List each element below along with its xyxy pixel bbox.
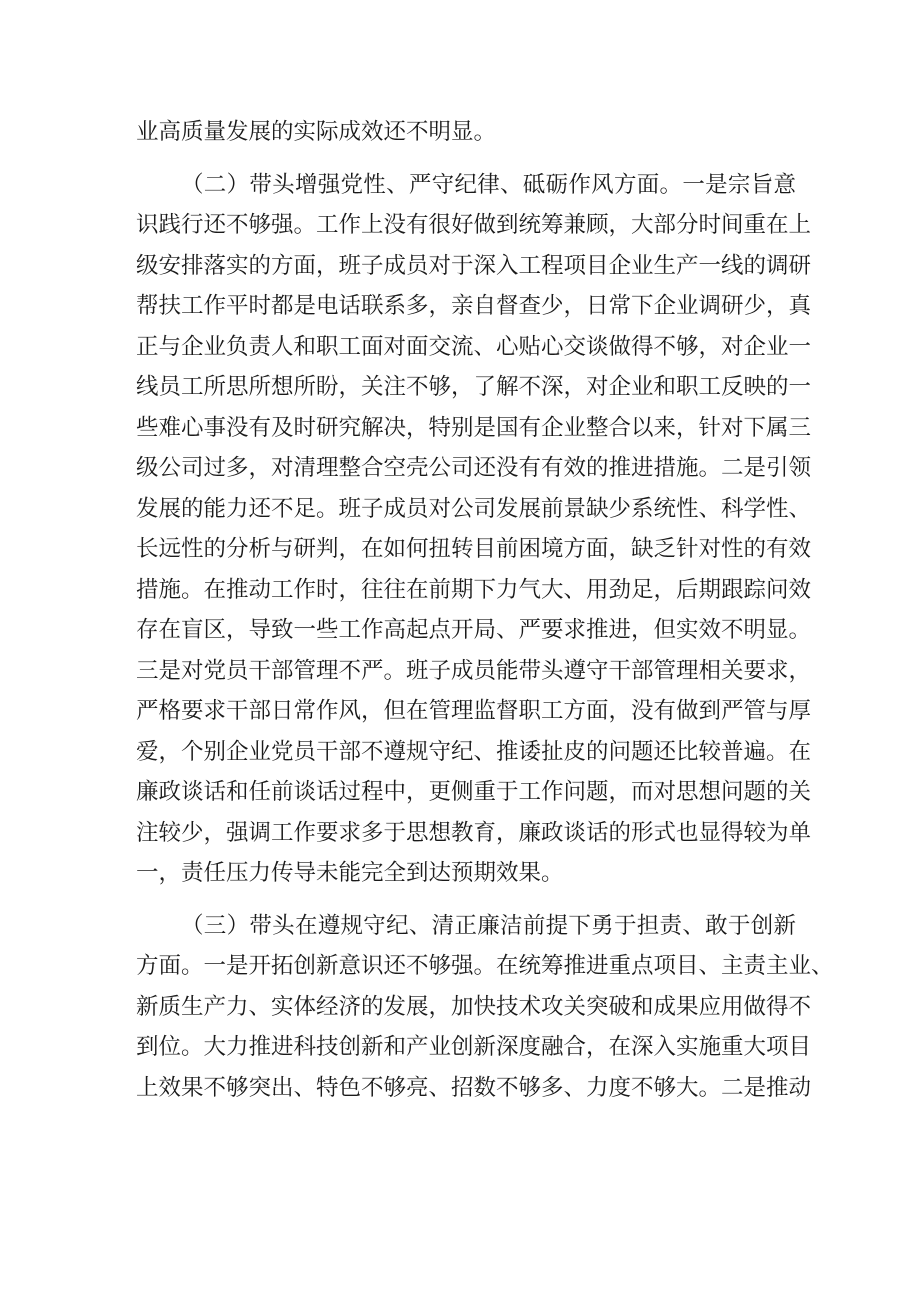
text-line: 严格要求干部日常作风，但在管理监督职工方面，没有做到严管与厚 [136, 698, 812, 724]
text-line: 帮扶工作平时都是电话联系多，亲自督查少，日常下企业调研少，真 [136, 293, 812, 319]
text-line: 一，责任压力传导未能完全到达预期效果。 [136, 860, 564, 886]
document-body [136, 112, 834, 1108]
text-line: 到位。大力推进科技创新和产业创新深度融合，在深入实施重大项目 [136, 1034, 812, 1060]
text-line: 上效果不够突出、特色不够亮、招数不够多、力度不够大。二是推动 [136, 1074, 812, 1101]
text-line: 存在盲区，导致一些工作高起点开局、严要求推进，但实效不明显。 [136, 617, 812, 643]
text-line: 线员工所思所想所盼，关注不够，了解不深，对企业和职工反映的一 [136, 374, 812, 400]
paragraph [136, 165, 812, 894]
text-line: （三）带头在遵规守纪、清正廉洁前提下勇于担责、敢于创新 [181, 912, 796, 939]
paragraph-gap [136, 153, 796, 165]
text-line: 发展的能力还不足。班子成员对公司发展前景缺少系统性、科学性、 [136, 495, 812, 522]
text-line: （二）带头增强党性、严守纪律、砥砺作风方面。一是宗旨意 [181, 171, 796, 198]
text-line: 级安排落实的方面，班子成员对于深入工程项目企业生产一线的调研 [136, 252, 812, 279]
text-line: 新质生产力、实体经济的发展，加快技术攻关突破和成果应用做得不 [136, 993, 812, 1020]
text-line: 正与企业负责人和职工面对面交流、心贴心交谈做得不够，对企业一 [136, 333, 812, 360]
paragraph [136, 112, 796, 153]
text-line: 业高质量发展的实际成效还不明显。 [136, 119, 497, 145]
paragraph [136, 906, 834, 1109]
text-line: 长远性的分析与研判，在如何扭转目前困境方面，缺乏针对性的有效 [136, 536, 812, 562]
text-line: 方面。一是开拓创新意识还不够强。在统筹推进重点项目、主责主业、 [136, 953, 834, 979]
text-line: 识践行还不够强。工作上没有很好做到统筹兼顾，大部分时间重在上 [136, 212, 812, 238]
text-line: 措施。在推动工作时，往往在前期下力气大、用劲足，后期跟踪问效 [136, 576, 812, 603]
paragraph-gap [136, 894, 796, 906]
text-line: 级公司过多，对清理整合空壳公司还没有有效的推进措施。二是引领 [136, 455, 812, 481]
text-line: 三是对党员干部管理不严。班子成员能带头遵守干部管理相关要求， [136, 657, 812, 684]
text-line: 廉政谈话和任前谈话过程中，更侧重于工作问题，而对思想问题的关 [136, 779, 812, 805]
text-line: 些难心事没有及时研究解决，特别是国有企业整合以来，针对下属三 [136, 414, 812, 441]
text-line: 注较少，强调工作要求多于思想教育，廉政谈话的形式也显得较为单 [136, 819, 812, 846]
text-line: 爱，个别企业党员干部不遵规守纪、推诿扯皮的问题还比较普遍。在 [136, 738, 812, 765]
